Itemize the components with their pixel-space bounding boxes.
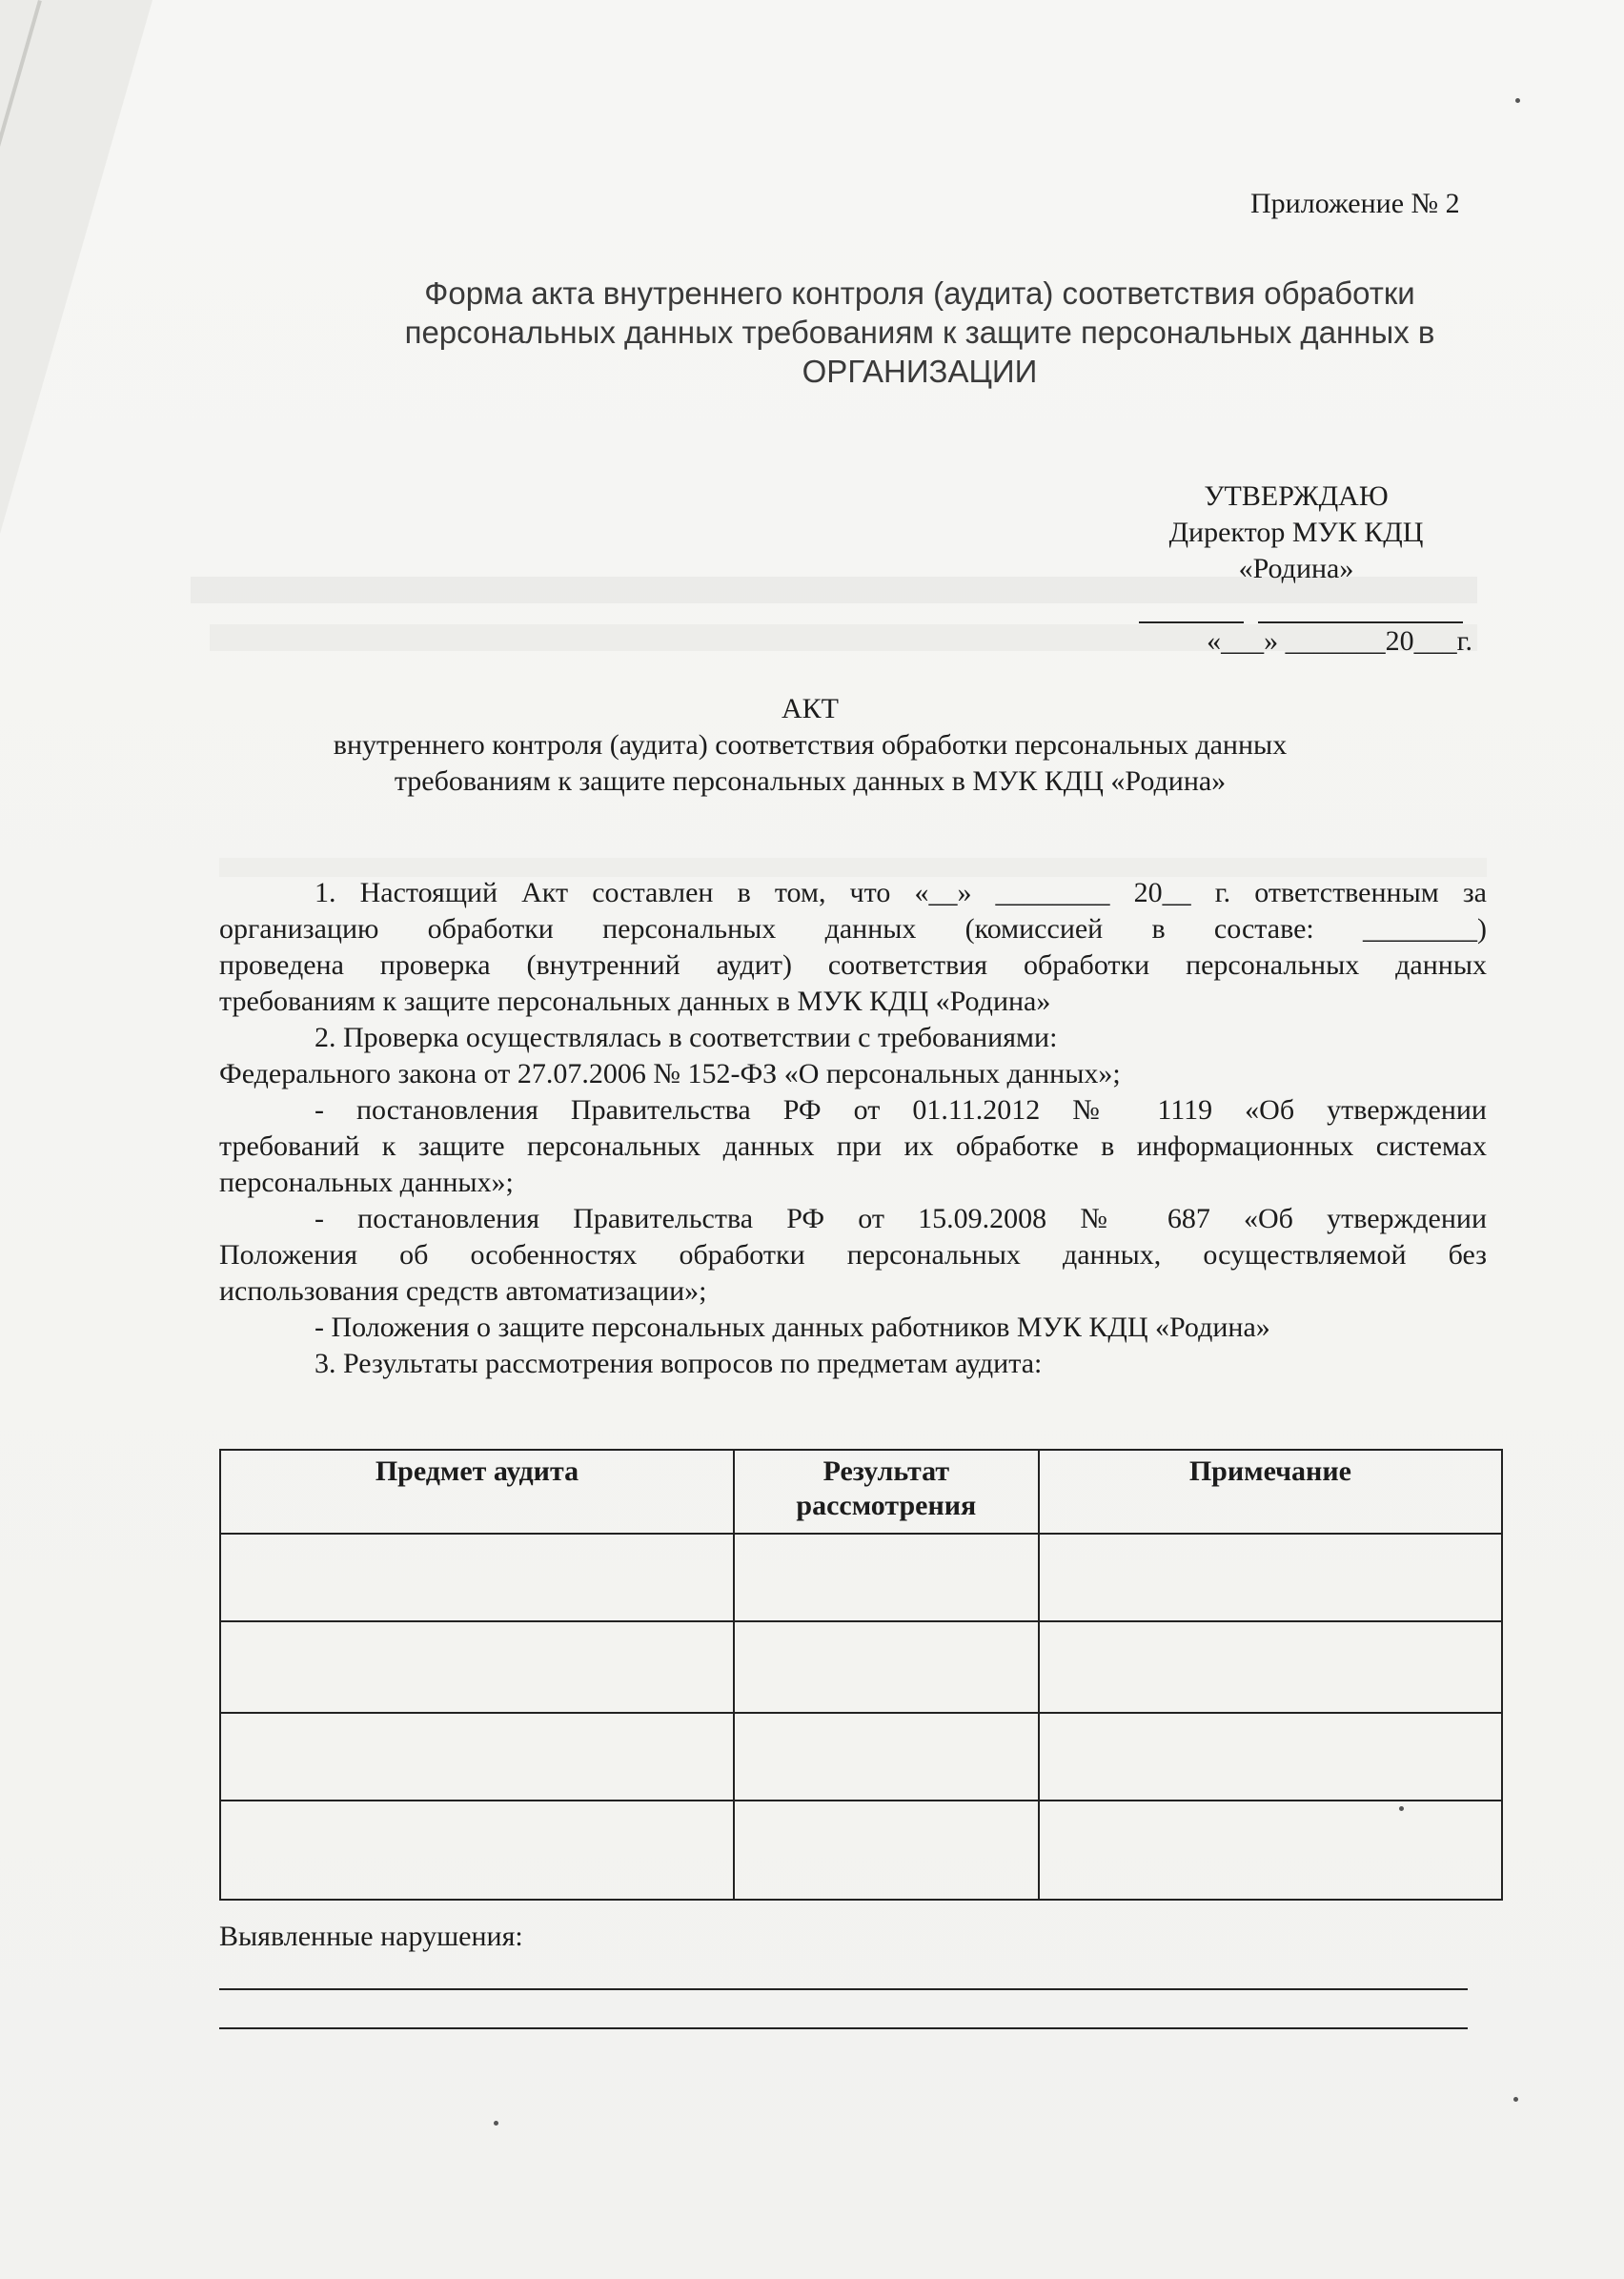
decree-1119: персональных данных»; [219, 1167, 514, 1198]
form-title-line: персональных данных требованиям к защите персональных данных в [404, 315, 1435, 350]
paragraph-2: 2. Проверка осуществлялась в соответствии с требованиями: [315, 1022, 1058, 1053]
bleed-through-band [219, 858, 1487, 877]
form-title [334, 274, 1506, 391]
paragraph-1: проведена проверка (внутренний аудит) соответствия обработки персональных данных [219, 949, 1487, 981]
violations-label: Выявленные нарушения: [219, 1921, 523, 1952]
decree-1119: - постановления Правительства РФ от 01.11.2012 № 1119 «Об утверждении [315, 1094, 1487, 1126]
decree-687: Положения об особенностях обработки персональных данных, осуществляемой без [219, 1239, 1487, 1271]
paragraph-1: организацию обработки персональных данных (комиссией в составе: ________) [219, 913, 1487, 945]
table-cell [220, 1801, 734, 1900]
table-cell [734, 1713, 1039, 1801]
column-header: Результат рассмотрения [734, 1450, 1039, 1534]
signature-lines [1120, 587, 1472, 623]
table-row [220, 1713, 1502, 1801]
scan-speck [494, 2121, 498, 2126]
paragraph-3: 3. Результаты рассмотрения вопросов по предметам аудита: [315, 1348, 1043, 1379]
audit-results-table [219, 1449, 1503, 1901]
scan-speck [1513, 2097, 1518, 2102]
regulation-reference: - Положения о защите персональных данных работников МУК КДЦ «Родина» [315, 1312, 1270, 1343]
act-title: АКТ [782, 693, 839, 724]
table-row [220, 1534, 1502, 1621]
act-body [219, 875, 1487, 1382]
table-row [220, 1621, 1502, 1713]
table-cell [1039, 1621, 1502, 1713]
scan-speck [1515, 98, 1520, 103]
decree-687: использования средств автоматизации»; [219, 1275, 707, 1307]
table-cell [220, 1534, 734, 1621]
paragraph-1: 1. Настоящий Акт составлен в том, что «__» ________ 20__ г. ответственным за [315, 877, 1487, 908]
form-title-line: Форма акта внутреннего контроля (аудита) соответствия обработки [424, 275, 1415, 311]
table-cell [220, 1713, 734, 1801]
decree-687: - постановления Правительства РФ от 15.09.2008 № 687 «Об утверждении [315, 1203, 1487, 1234]
folded-corner [0, 0, 152, 534]
table-cell [734, 1621, 1039, 1713]
decree-1119: требований к защите персональных данных при их обработке в информационных системах [219, 1130, 1487, 1162]
violations-line [219, 1988, 1468, 1990]
approve-date: «___» _______20___г. [1207, 625, 1472, 657]
table-cell [734, 1534, 1039, 1621]
scan-speck [1399, 1806, 1404, 1811]
signature-blank [1139, 595, 1244, 623]
table-header-row [220, 1450, 1502, 1534]
form-title-line: ОРГАНИЗАЦИИ [802, 354, 1038, 389]
approve-org: «Родина» [1238, 553, 1354, 584]
appendix-label: Приложение № 2 [1250, 188, 1460, 219]
table-cell [1039, 1713, 1502, 1801]
act-heading [219, 691, 1401, 800]
name-blank [1258, 595, 1463, 623]
table-row [220, 1801, 1502, 1900]
approval-block [1120, 478, 1472, 660]
table-cell [734, 1801, 1039, 1900]
approve-position: Директор МУК КДЦ [1168, 517, 1424, 548]
paragraph-1: требованиям к защите персональных данных в МУК КДЦ «Родина» [219, 986, 1051, 1017]
law-reference: Федерального закона от 27.07.2006 № 152-ФЗ «О персональных данных»; [219, 1058, 1121, 1089]
table-cell [220, 1621, 734, 1713]
table-cell [1039, 1534, 1502, 1621]
violations-line [219, 2027, 1468, 2029]
act-subtitle: требованиям к защите персональных данных в МУК КДЦ «Родина» [394, 765, 1227, 797]
table-cell [1039, 1801, 1502, 1900]
column-header: Примечание [1039, 1450, 1502, 1534]
approve-word: УТВЕРЖДАЮ [1204, 480, 1389, 512]
act-subtitle: внутреннего контроля (аудита) соответствия обработки персональных данных [333, 729, 1288, 761]
column-header: Предмет аудита [220, 1450, 734, 1534]
